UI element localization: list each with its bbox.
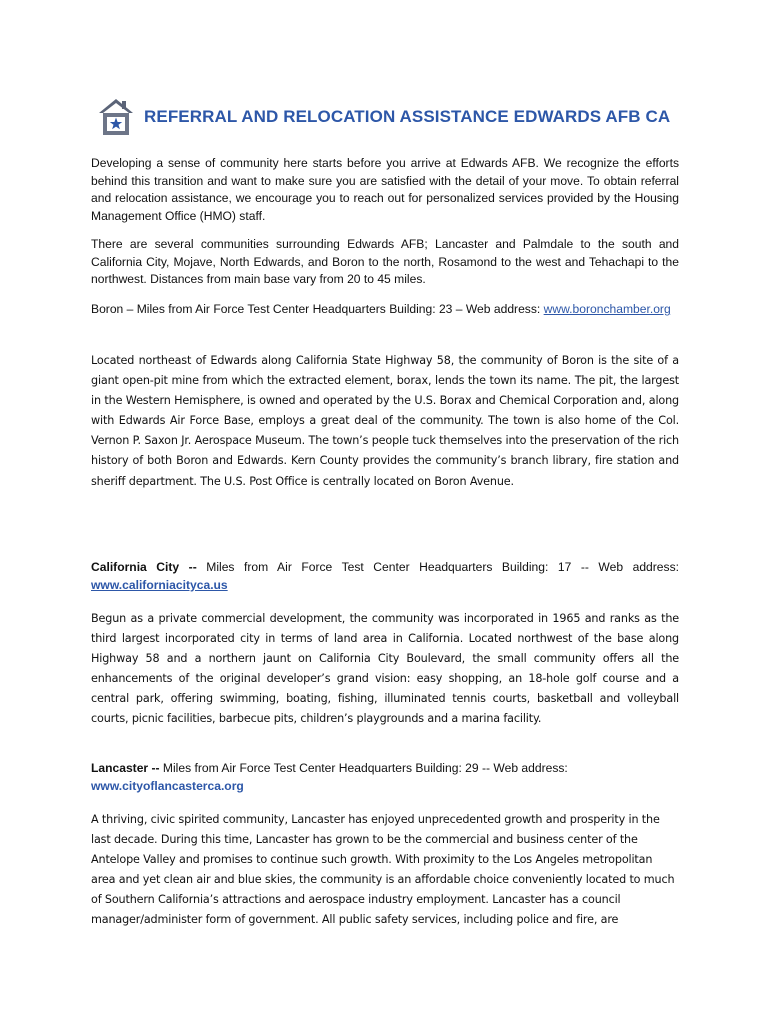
boron-description: Located northeast of Edwards along California State Highway 58, the community of Boron is the site of a giant open-pit mine from which the extracted element, borax, lends the town its name. The pit, the largest in the Western Hemisphere, is owned and operated by the U.S. Borax and Chemical Corporation and, along with Edwards Air Force Base, employs a great deal of the community. The town is also home of the Col. Vernon P. Saxon Jr. Aerospace Museum. The town’s people tuck themselves into the preservation of the rich history of both Boron and Edwards. Kern County provides the community’s branch library, fire station and sheriff department. The U.S. Post Office is centrally located on Boron Avenue. [91,354,679,488]
intro-paragraph-2: There are several communities surrounding Edwards AFB; Lancaster and Palmdale to the south and California City, Mojave, North Edwards, and Boron to the north, Rosamond to the west and Tehachapi to the northwest. Distances from main base vary from 20 to 45 miles. [91,237,679,287]
boron-heading [91,301,679,319]
boron-web-link[interactable]: www.boronchamber.org [543,302,671,316]
intro-paragraph-1: Developing a sense of community here starts before you arrive at Edwards AFB. We recognize the efforts behind this transition and want to make sure you are satisfied with the detail of your move. To obtain referral and relocation assistance, we encourage you to reach out for personalized services provided by the Housing Management Office (HMO) staff. [91,156,679,224]
boron-heading-text: Boron – Miles from Air Force Test Center Headquarters Building: 23 – Web address: [91,302,541,316]
page-title: REFERRAL AND RELOCATION ASSISTANCE EDWARDS AFB CA [144,107,671,126]
house-star-icon [98,98,134,136]
california-city-heading [91,559,679,594]
lancaster-heading [91,760,679,795]
lancaster-description: A thriving, civic spirited community, Lancaster has enjoyed unprecedented growth and prosperity in the last decade. During this time, Lancaster has grown to be the commercial and business center of the Antelope Valley and promises to continue such growth. With proximity to the Los Angeles metropolitan area and yet clean air and blue skies, the community is an affordable choice conveniently located to much of Southern California’s attractions and aerospace industry employment. Lancaster has a council manager/administer form of government. All public safety services, including police and fire, are [91,813,675,927]
california-city-web-link[interactable]: www.californiacityca.us [91,577,228,592]
lancaster-name: Lancaster -- [91,761,160,775]
california-city-description: Begun as a private commercial development, the community was incorporated in 1965 and ranks as the third largest incorporated city in terms of land area in California. Located northwest of the base along Highway 58 and a northern jaunt on California City Boulevard, the small community offers all the enhancements of the original developer’s grand vision: easy shopping, an 18-hole golf course and a central park, offering swimming, boating, fishing, illuminated tennis courts, basketball and volleyball courts, picnic facilities, barbecue pits, children’s playgrounds and a marina facility. [91,612,679,726]
lancaster-web-link[interactable]: www.cityoflancasterca.org [91,778,244,793]
page-header [98,98,698,138]
california-city-name: California City -- [91,560,197,574]
california-city-heading-text: Miles from Air Force Test Center Headquarters Building: 17 -- Web address: [196,560,679,574]
lancaster-heading-text: Miles from Air Force Test Center Headquarters Building: 29 -- Web address: [159,761,568,775]
